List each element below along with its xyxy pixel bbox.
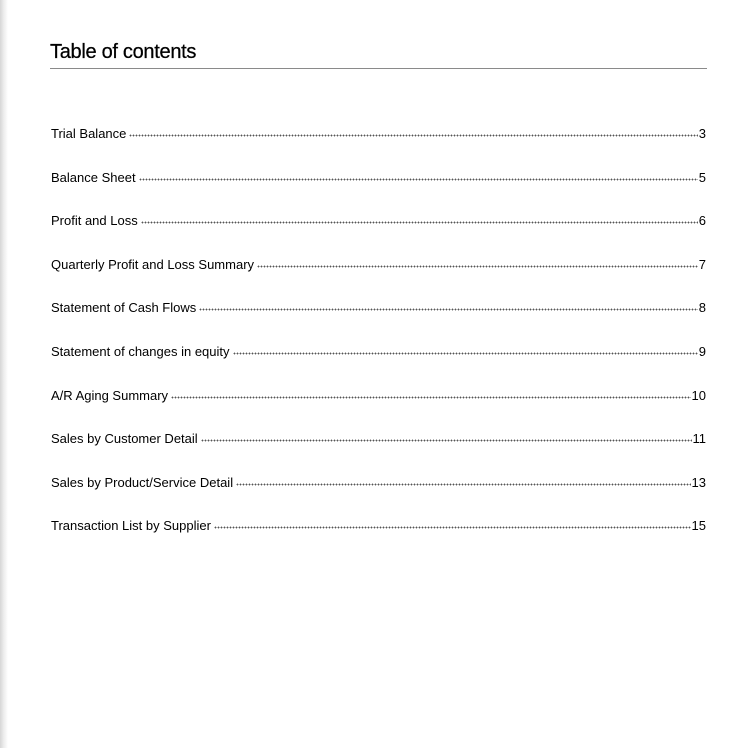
page-edge-shadow [0, 0, 8, 748]
toc-entry-label: Statement of changes in equity [51, 343, 230, 359]
toc-entry-page-number: 3 [698, 126, 706, 141]
toc-entry-page-number: 6 [698, 213, 706, 229]
toc-entry-page-number: 9 [698, 343, 706, 359]
toc-entry-page-number: 8 [698, 300, 706, 316]
toc-entry-sales-by-customer-detail[interactable] [51, 429, 706, 473]
toc-entry-sales-by-product-service-detail[interactable] [51, 473, 706, 517]
toc-entry-statement-of-changes-in-equity[interactable] [51, 342, 706, 386]
toc-list [51, 124, 706, 560]
toc-entry-label: Balance Sheet [51, 169, 136, 185]
page-title: Table of contents [50, 41, 197, 63]
toc-entry-page-number: 15 [691, 518, 706, 534]
toc-entry-statement-of-cash-flows[interactable] [51, 298, 706, 342]
toc-entry-label: Sales by Product/Service Detail [51, 474, 234, 490]
toc-leader-dots [201, 429, 692, 443]
toc-entry-page-number: 5 [698, 169, 706, 185]
toc-leader-dots [139, 168, 698, 182]
toc-entry-label: Transaction List by Supplier [51, 518, 211, 534]
toc-entry-ar-aging-summary[interactable] [51, 386, 706, 430]
toc-entry-label: Quarterly Profit and Loss Summary [51, 256, 255, 272]
toc-entry-page-number: 13 [691, 474, 706, 490]
toc-leader-dots [141, 211, 698, 225]
document-page [50, 0, 707, 748]
toc-leader-dots [233, 342, 698, 356]
toc-leader-dots [129, 124, 697, 138]
toc-entry-page-number: 7 [698, 256, 706, 272]
toc-entry-label: Profit and Loss [51, 213, 138, 229]
toc-entry-label: Sales by Customer Detail [51, 431, 198, 447]
toc-leader-dots [214, 516, 691, 530]
toc-leader-dots [171, 386, 690, 400]
toc-leader-dots [236, 473, 690, 487]
toc-entry-profit-and-loss[interactable] [51, 211, 706, 255]
toc-entry-transaction-list-by-supplier[interactable] [51, 516, 706, 560]
toc-entry-label: Statement of Cash Flows [51, 300, 197, 316]
toc-entry-quarterly-profit-and-loss-summary[interactable] [51, 255, 706, 299]
toc-entry-trial-balance[interactable] [51, 124, 706, 168]
toc-entry-label: Trial Balance [51, 126, 127, 141]
toc-leader-dots [257, 255, 698, 269]
title-divider [50, 68, 707, 69]
toc-entry-label: A/R Aging Summary [51, 387, 169, 403]
toc-entry-balance-sheet[interactable] [51, 168, 706, 212]
toc-entry-page-number: 10 [691, 387, 706, 403]
toc-entry-page-number: 11 [692, 431, 706, 447]
toc-leader-dots [199, 298, 698, 312]
